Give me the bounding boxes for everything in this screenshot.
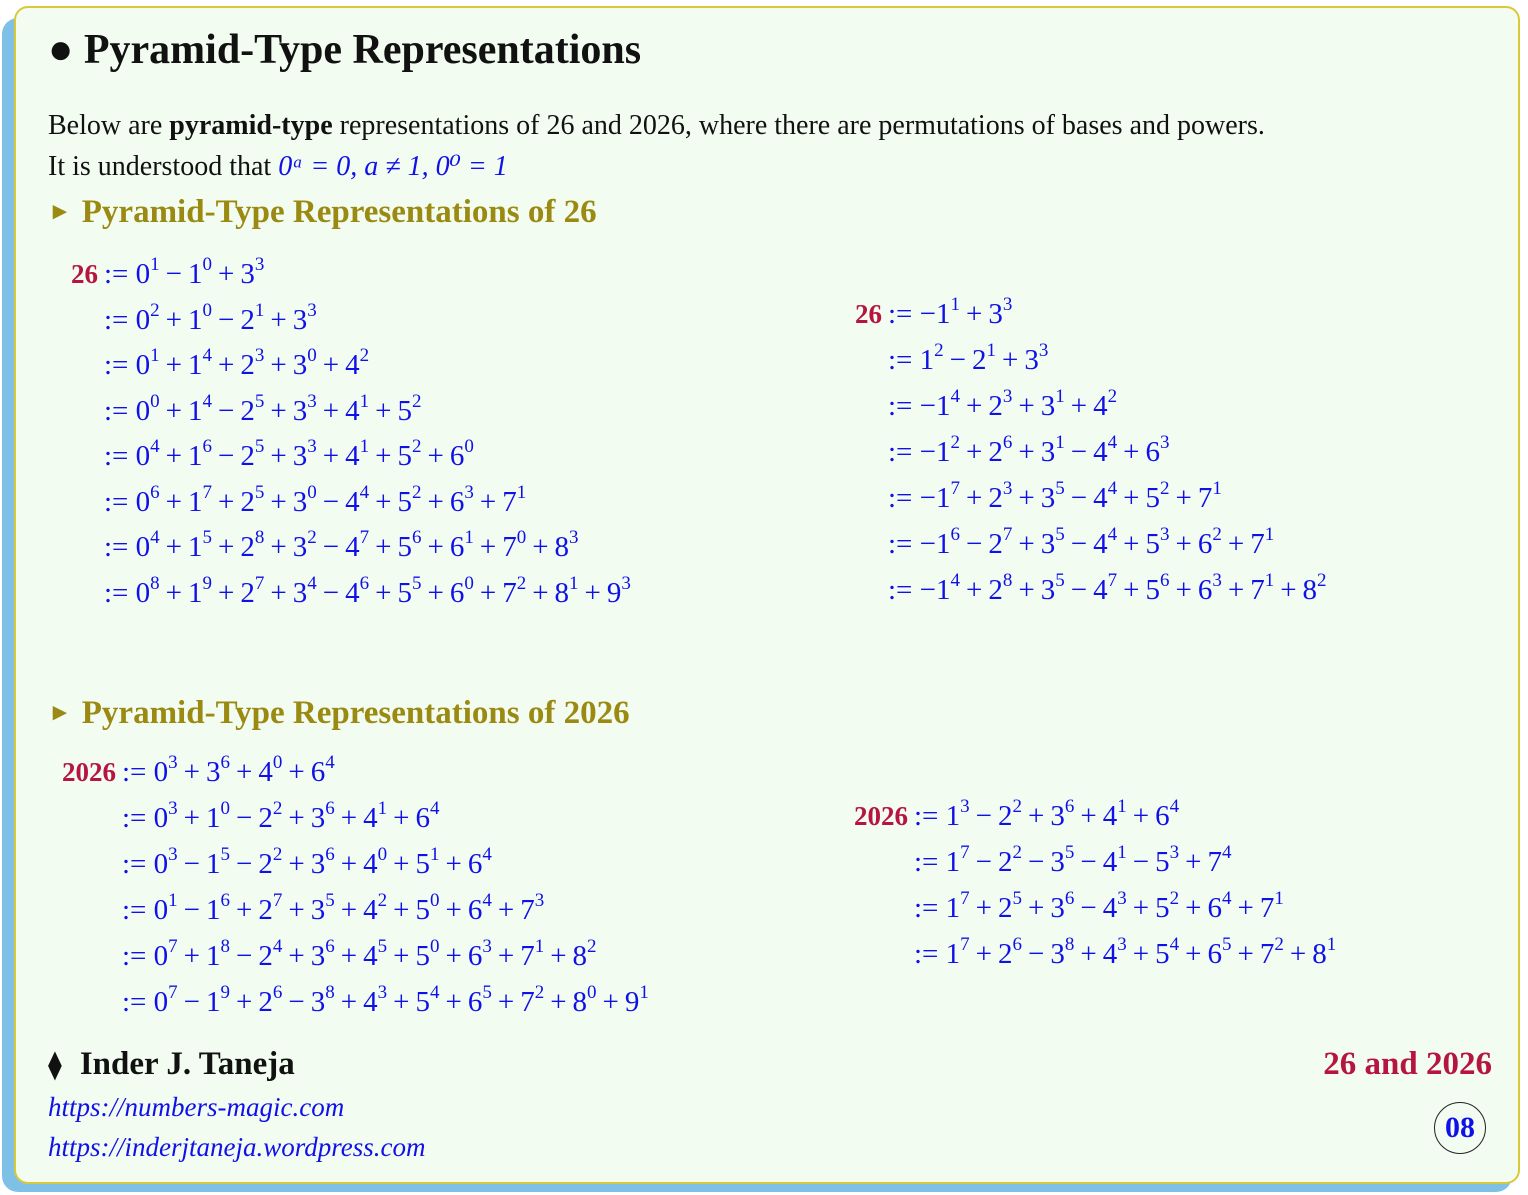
equation-expression: $0^3 - 1^5 - 2^2 + 3^6 + 4^0 + 5^1 + 6^4$	[153, 844, 492, 880]
equation-row	[58, 527, 579, 564]
equation-row	[842, 340, 1049, 377]
diamond-icon: ⧫	[48, 1050, 62, 1081]
define-operator: :=	[104, 258, 136, 290]
topic-tag: 26 and 2026	[1323, 1046, 1492, 1082]
define-operator: :=	[104, 485, 136, 518]
define-operator: :=	[888, 390, 920, 422]
equation-expression: $1^7 + 2^6 - 3^8 + 4^3 + 5^4 + 6^5 + 7^2 + 8^1$	[945, 934, 1337, 970]
equation-row	[58, 254, 265, 291]
equation-row	[842, 524, 1275, 561]
section-heading-26	[48, 194, 597, 231]
equation-expression: $-1^1 + 3^3$	[919, 294, 1013, 330]
triangle-marker-icon: ►	[48, 199, 72, 225]
equation-row	[838, 934, 1337, 971]
define-operator: :=	[888, 344, 920, 376]
define-operator: :=	[122, 756, 154, 788]
define-operator: :=	[888, 528, 920, 560]
website-link-2[interactable]: https://inderjtaneja.wordpress.com	[48, 1132, 426, 1162]
equation-expression: $-1^4 + 2^8 + 3^5 - 4^7 + 5^6 + 6^3 + 7^1 + 8^2$	[919, 570, 1327, 606]
intro-text-a: Below are	[48, 110, 170, 141]
equation-label: 26	[855, 299, 882, 329]
page-number: 08	[1434, 1102, 1486, 1154]
equation-row	[838, 888, 1284, 925]
intro-line-2	[48, 149, 508, 183]
equation-row	[46, 844, 492, 881]
equation-row	[58, 481, 527, 519]
equation-row	[842, 432, 1170, 469]
define-operator: :=	[122, 894, 154, 926]
equation-expression: $0^6 + 1^7 + 2^5 + 3^0 - 4^4 + 5^2 + 6^3 + 7^1$	[135, 481, 527, 518]
section-title: Pyramid-Type Representations of 26	[81, 194, 597, 230]
equation-label: 2026	[62, 757, 116, 787]
define-operator: :=	[914, 892, 946, 924]
equation-expression: $0^7 + 1^8 - 2^4 + 3^6 + 4^5 + 5^0 + 6^3 + 7^1 + 8^2$	[153, 936, 597, 972]
equation-row	[58, 390, 422, 428]
define-operator: :=	[914, 938, 946, 970]
equation-expression: $0^4 + 1^6 - 2^5 + 3^3 + 4^1 + 5^2 + 6^0$	[135, 436, 474, 472]
equation-row	[842, 294, 1013, 331]
intro-text-c: It is understood that	[48, 151, 279, 182]
author-name: Inder J. Taneja	[79, 1046, 295, 1082]
define-operator: :=	[122, 986, 154, 1018]
equation-expression: $1^7 - 2^2 - 3^5 - 4^1 - 5^3 + 7^4$	[945, 842, 1232, 878]
define-operator: :=	[104, 303, 136, 336]
define-operator: :=	[104, 349, 136, 381]
page-title: ● Pyramid-Type Representations	[48, 27, 642, 73]
equation-expression: $-1^2 + 2^6 + 3^1 - 4^4 + 6^3$	[919, 432, 1170, 468]
define-operator: :=	[914, 800, 946, 832]
define-operator: :=	[888, 298, 920, 330]
equation-expression: $0^8 + 1^9 + 2^7 + 3^4 - 4^6 + 5^5 + 6^0 + 7^2 + 8^1 + 9^3$	[135, 572, 631, 609]
equation-label: 26	[71, 259, 98, 289]
equation-expression: $-1^4 + 2^3 + 3^1 + 4^2$	[919, 386, 1118, 422]
intro-convention-math: 0ᵃ = 0, a ≠ 1, 0⁰ = 1	[278, 151, 508, 182]
equation-expression: $0^0 + 1^4 - 2^5 + 3^3 + 4^1 + 5^2$	[135, 390, 422, 427]
equation-row	[46, 890, 545, 927]
equation-row	[46, 982, 649, 1019]
define-operator: :=	[104, 440, 136, 472]
equation-row	[838, 842, 1232, 879]
define-operator: :=	[888, 574, 920, 606]
equation-expression: $0^3 + 1^0 - 2^2 + 3^6 + 4^1 + 6^4$	[153, 798, 440, 834]
define-operator: :=	[914, 846, 946, 878]
equation-expression: $-1^6 - 2^7 + 3^5 - 4^4 + 5^3 + 6^2 + 7^1$	[919, 524, 1275, 560]
website-link-1[interactable]: https://numbers-magic.com	[48, 1092, 345, 1122]
equation-expression: $1^2 - 2^1 + 3^3$	[919, 340, 1049, 376]
section-heading-2026	[48, 695, 630, 732]
equation-expression: $0^1 - 1^0 + 3^3$	[135, 254, 265, 290]
equation-expression: $0^3 + 3^6 + 4^0 + 6^4$	[153, 752, 335, 788]
define-operator: :=	[122, 802, 154, 834]
equation-row	[842, 386, 1118, 423]
define-operator: :=	[888, 482, 920, 514]
equation-row	[58, 299, 317, 337]
equation-expression: $0^2 + 1^0 - 2^1 + 3^3$	[135, 299, 317, 336]
equation-expression: $0^1 - 1^6 + 2^7 + 3^5 + 4^2 + 5^0 + 6^4 + 7^3$	[153, 890, 545, 926]
section-title: Pyramid-Type Representations of 2026	[81, 695, 630, 731]
equation-label: 2026	[854, 801, 908, 831]
author	[48, 1046, 295, 1083]
equation-row	[58, 572, 631, 610]
define-operator: :=	[122, 848, 154, 880]
define-operator: :=	[888, 436, 920, 468]
equation-expression: $0^4 + 1^5 + 2^8 + 3^2 - 4^7 + 5^6 + 6^1 + 7^0 + 8^3$	[135, 527, 579, 563]
intro-bold: pyramid-type	[169, 110, 333, 141]
equation-row	[838, 796, 1180, 833]
equation-row	[842, 570, 1327, 607]
define-operator: :=	[122, 940, 154, 972]
equation-row	[58, 436, 474, 473]
equation-row	[46, 752, 335, 789]
intro-line-1	[48, 110, 1265, 142]
equation-expression: $1^3 - 2^2 + 3^6 + 4^1 + 6^4$	[945, 796, 1180, 832]
equation-expression: $0^1 + 1^4 + 2^3 + 3^0 + 4^2$	[135, 345, 370, 381]
equation-expression: $0^7 - 1^9 + 2^6 - 3^8 + 4^3 + 5^4 + 6^5 + 7^2 + 8^0 + 9^1$	[153, 982, 649, 1018]
intro-text-b: representations of 26 and 2026, where there are permutations of bases and powers.	[332, 110, 1265, 141]
define-operator: :=	[104, 394, 136, 427]
define-operator: :=	[104, 576, 136, 609]
equation-row	[842, 478, 1222, 515]
triangle-marker-icon: ►	[48, 700, 72, 726]
equation-row	[46, 936, 597, 973]
equation-expression: $1^7 + 2^5 + 3^6 - 4^3 + 5^2 + 6^4 + 7^1$	[945, 888, 1284, 924]
define-operator: :=	[104, 531, 136, 563]
equation-expression: $-1^7 + 2^3 + 3^5 - 4^4 + 5^2 + 7^1$	[919, 478, 1222, 514]
equation-row	[58, 345, 370, 382]
equation-row	[46, 798, 440, 835]
